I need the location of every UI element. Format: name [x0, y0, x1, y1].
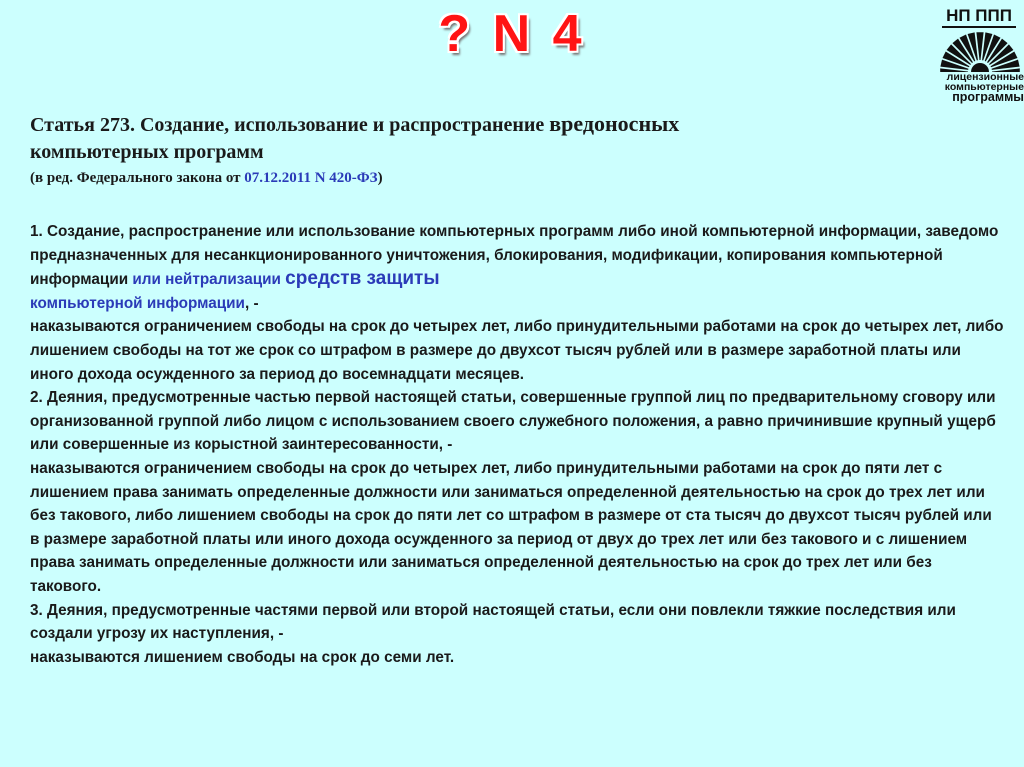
np-ppp-logo: [934, 6, 1022, 106]
logo-title: НП ППП: [936, 6, 1022, 28]
sunburst-icon: [940, 28, 1020, 72]
paragraph-1: 1. Создание, распространение или использование компьютерных программ либо иной компьютерной информации, заведомо предназначенных для несанкционированного уничтожения, блокирования, модификации, копирования компьютерной информации или нейтрализации средств защиты компьютерной информации, -: [30, 223, 999, 312]
sun-ray: [976, 32, 983, 60]
paragraph-3-penalty: наказываются лишением свободы на срок до семи лет.: [30, 648, 455, 666]
article-title: Статья 273. Создание, использование и распространение вредоносных компьютерных программ (в ред. Федерального закона от 07.12.2011 N 420-ФЗ): [30, 110, 990, 190]
law-link[interactable]: 07.12.2011 N 420-ФЗ: [244, 170, 378, 186]
paragraph-3: 3. Деяния, предусмотренные частями первой или второй настоящей статьи, если они повлекли тяжкие последствия или создали угрозу их наступления, -: [30, 601, 956, 643]
slide-number: ? N 4: [438, 5, 586, 63]
paragraph-2-penalty: наказываются ограничением свободы на срок до четырех лет, либо принудительными работами на срок до пяти лет с лишением права занимать определенные должности или заниматься определенной деятельностью на срок до трех лет или без такового, либо лишением свободы на срок до пяти лет со штрафом в размере от ста тысяч до двухсот тысяч рублей или в размере заработной платы или иного дохода осужденного за период от двух до трех лет или без такового и с лишением права занимать определенные должности или заниматься определенной деятельностью на срок до трех лет или без такового.: [30, 459, 992, 595]
article-body: [30, 220, 1005, 669]
paragraph-2: 2. Деяния, предусмотренные частью первой настоящей статьи, совершенные группой лиц по предварительному сговору или организованной группой либо лицом с использованием своего служебного положения, а равно причинившие крупный ущерб или совершенные из корыстной заинтересованности, -: [30, 389, 996, 454]
paragraph-1-penalty: наказываются ограничением свободы на срок до четырех лет, либо принудительными работами на срок до четырех лет, либо лишением свободы на тот же срок со штрафом в размере до двухсот тысяч рублей или в размере заработной платы или иного дохода осужденного за период до восемнадцати месяцев.: [30, 318, 1004, 383]
logo-caption: лицензионные компьютерные программы: [944, 71, 1024, 104]
amendment-note: (в ред. Федерального закона от 07.12.2011 N 420-ФЗ): [30, 170, 383, 186]
